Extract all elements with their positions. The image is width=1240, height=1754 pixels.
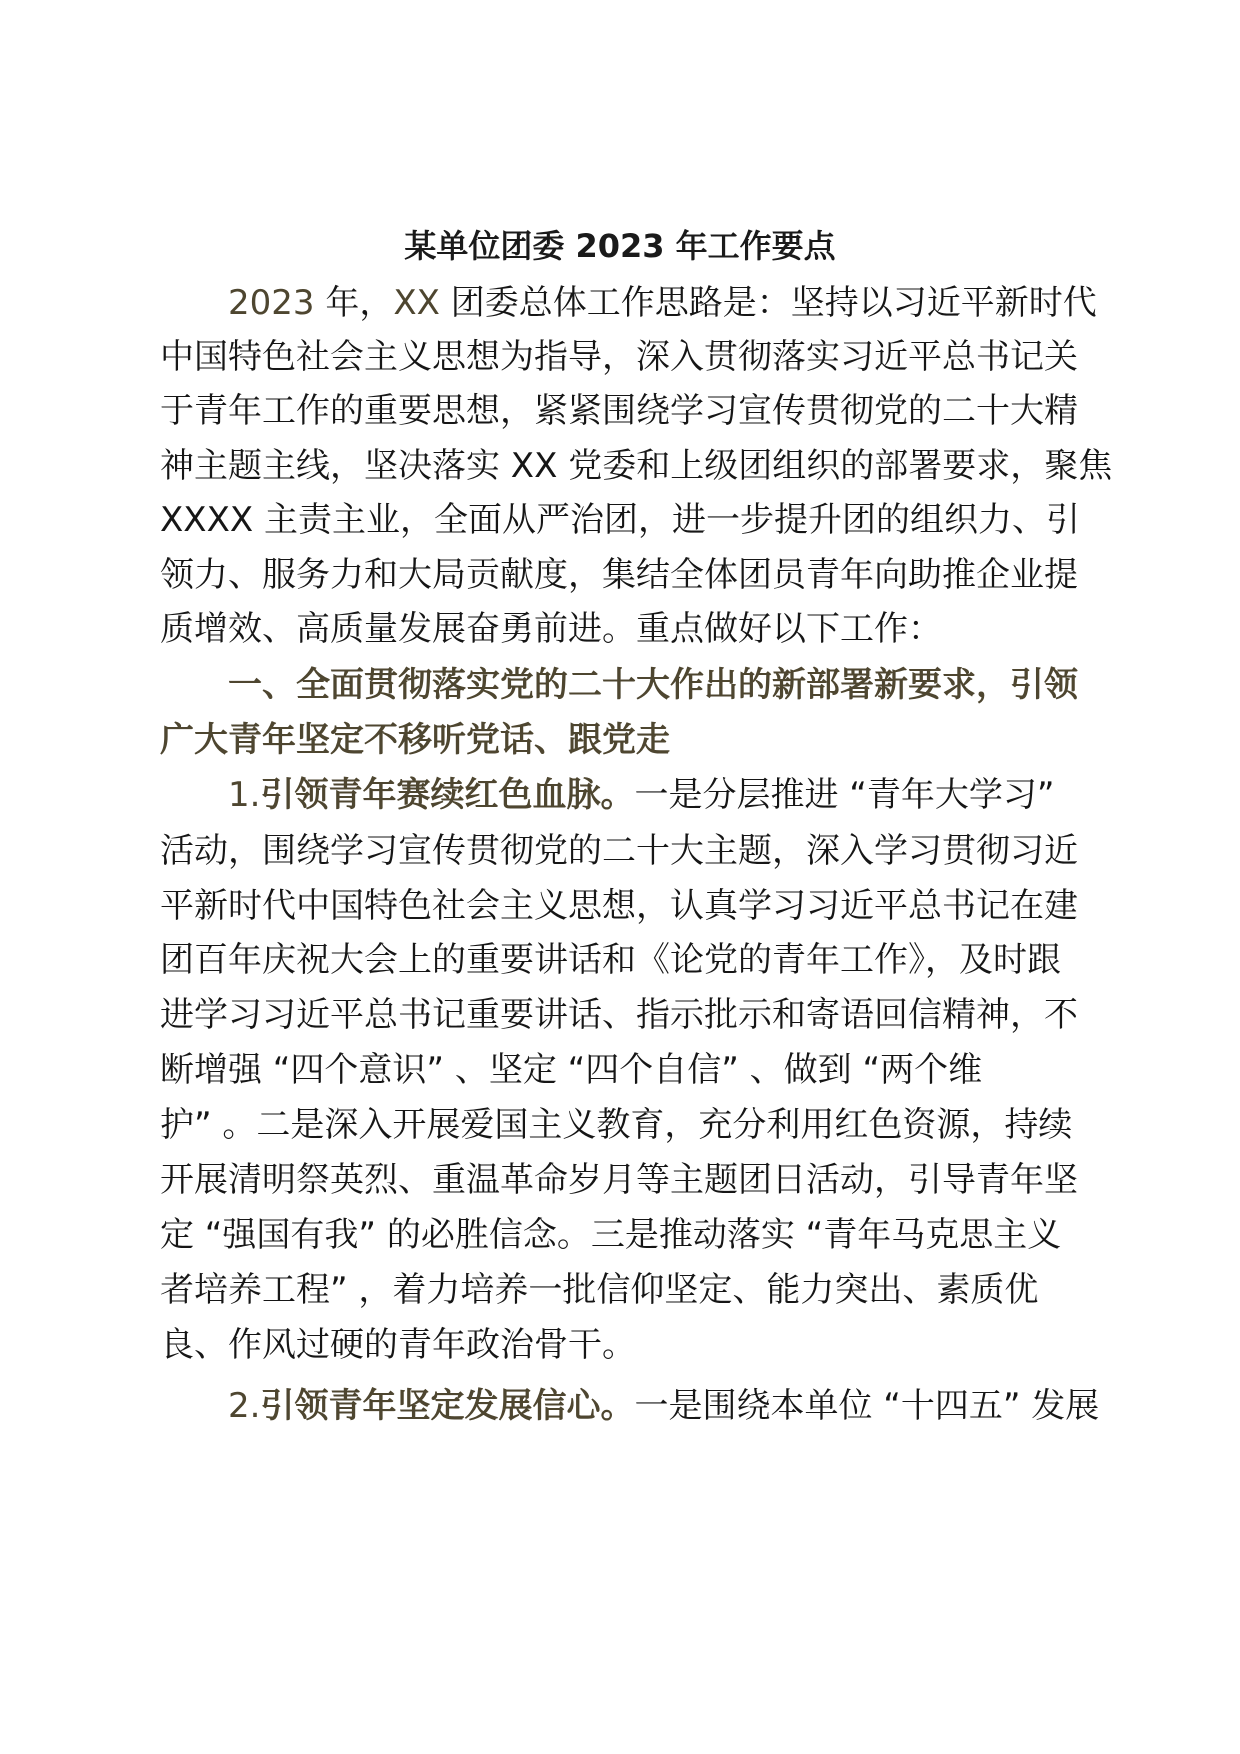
item-2-text: 一是围绕本单位 “十四五” 发展 — [634, 1386, 1100, 1426]
item-1-line-1 — [228, 773, 1055, 817]
intro-line-2: 中国特色社会主义思想为指导，深入贯彻落实习近平总书记关 — [160, 337, 1078, 377]
item-1-line-4: 团百年庆祝大会上的重要讲话和《论党的青年工作》，及时跟 — [160, 940, 1061, 980]
item-1-line-5: 进学习习近平总书记重要讲话、指示批示和寄语回信精神，不 — [160, 995, 1078, 1035]
item-1-line-6: 断增强 “四个意识” 、坚定 “四个自信” 、做到 “两个维 — [160, 1050, 983, 1090]
item-1-line-8: 开展清明祭英烈、重温革命岁月等主题团日活动，引导青年坚 — [160, 1160, 1078, 1200]
intro-line-1 — [228, 281, 1097, 325]
item-1-text: 一是分层推进 “青年大学习” — [634, 775, 1055, 815]
item-1-line-9: 定 “强国有我” 的必胜信念。三是推动落实 “青年马克思主义 — [160, 1215, 1062, 1255]
item-2-line-1 — [228, 1384, 1099, 1428]
intro-line-4: 神主题主线，坚决落实 XX 党委和上级团组织的部署要求，聚焦 — [160, 446, 1113, 486]
item-1-line-3: 平新时代中国特色社会主义思想，认真学习习近平总书记在建 — [160, 886, 1078, 926]
intro-unit-placeholder: XX — [393, 283, 440, 323]
item-1-number: 1. — [228, 775, 261, 815]
intro-year: 2023 — [228, 283, 315, 323]
item-1-line-2: 活动，围绕学习宣传贯彻党的二十大主题，深入学习贯彻习近 — [160, 831, 1078, 871]
item-1-heading: 引领青年赛续红色血脉。 — [260, 775, 635, 815]
intro-line-3: 于青年工作的重要思想，紧紧围绕学习宣传贯彻党的二十大精 — [160, 391, 1078, 431]
intro-line-7: 质增效、高质量发展奋勇前进。重点做好以下工作： — [160, 609, 942, 649]
item-1-line-7: 护” 。二是深入开展爱国主义教育，充分利用红色资源，持续 — [160, 1105, 1073, 1145]
item-2-number: 2. — [228, 1386, 261, 1426]
document-title: 某单位团委 2023 年工作要点 — [404, 227, 836, 265]
section-1-heading-line-2: 广大青年坚定不移听党话、跟党走 — [160, 720, 670, 760]
item-1-line-10: 者培养工程” ，着力培养一批信仰坚定、能力突出、素质优 — [160, 1270, 1039, 1310]
intro-text-a: 年， — [314, 283, 394, 323]
intro-line-6: 领力、服务力和大局贡献度，集结全体团员青年向助推企业提 — [160, 555, 1078, 595]
item-2-heading: 引领青年坚定发展信心。 — [260, 1386, 635, 1426]
item-1-line-11: 良、作风过硬的青年政治骨干。 — [160, 1325, 636, 1365]
intro-line-5: XXXX 主责主业，全面从严治团，进一步提升团的组织力、引 — [160, 500, 1080, 540]
intro-text-b: 团委总体工作思路是：坚持以习近平新时代 — [439, 283, 1097, 323]
section-1-heading-line-1: 一、全面贯彻落实党的二十大作出的新部署新要求，引领 — [228, 665, 1078, 705]
